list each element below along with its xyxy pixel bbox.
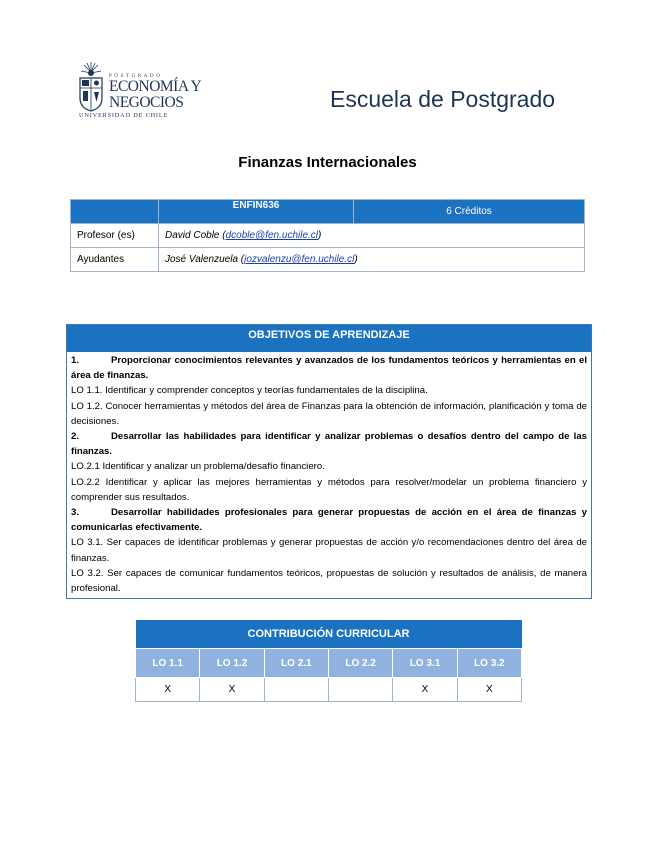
profesor-close: ) xyxy=(318,230,322,241)
objetivo-number: 1. xyxy=(71,355,80,366)
course-title: Finanzas Internacionales xyxy=(238,154,417,171)
course-header-row xyxy=(71,200,585,224)
course-info-table xyxy=(70,199,585,272)
lo-value xyxy=(328,678,392,702)
lo-header: LO 1.1 xyxy=(136,649,200,678)
lo-item: LO.2.1 Identificar y analizar un problema/desafío financiero. xyxy=(71,461,325,473)
fen-logo xyxy=(76,60,202,122)
profesor-email-link[interactable]: dcoble@fen.uchile.cl xyxy=(225,230,319,241)
contribucion-title: CONTRIBUCIÓN CURRICULAR xyxy=(136,620,522,649)
objetivo-text: Proporcionar conocimientos relevantes y avanzados de los fundamentos teóricos y herramientas en el área de finanzas. xyxy=(71,355,587,382)
profesor-name: David Coble ( xyxy=(165,230,226,241)
contribucion-title-row xyxy=(136,620,522,649)
objetivo-number: 3. xyxy=(71,507,80,519)
lo-value: X xyxy=(393,678,457,702)
profesor-label: Profesor (es) xyxy=(71,224,159,248)
objetivo-text: Desarrollar las habilidades para identificar y analizar problemas o desafíos dentro del campo de las finanzas. xyxy=(71,431,587,458)
lo-header: LO 1.2 xyxy=(200,649,264,678)
logo-negocios: NEGOCIOS xyxy=(109,94,184,111)
ayudante-close: ) xyxy=(354,254,358,265)
logo-economia: ECONOMÍA Y xyxy=(109,78,202,95)
escuela-title: Escuela de Postgrado xyxy=(330,86,556,112)
lo-value xyxy=(264,678,328,702)
objetivos-title: OBJETIVOS DE APRENDIZAJE xyxy=(67,325,591,352)
lo-value: X xyxy=(136,678,200,702)
university-crest-icon xyxy=(76,60,106,120)
ayudantes-row xyxy=(71,248,585,272)
contribucion-table xyxy=(135,620,522,702)
lo-header: LO 2.1 xyxy=(264,649,328,678)
lo-item: LO 3.2. Ser capaces de comunicar fundamentos teóricos, propuestas de solución y resultados de análisis, de manera profesional. xyxy=(71,567,587,595)
objetivo-heading xyxy=(71,429,587,459)
lo-header: LO 3.1 xyxy=(393,649,457,678)
objetivo-heading xyxy=(71,353,587,383)
objetivo-text: Desarrollar habilidades profesionales para generar propuestas de acción en el área de finanzas y comunicarlas efectivamente. xyxy=(71,507,587,534)
ayudantes-label: Ayudantes xyxy=(71,248,159,272)
lo-value: X xyxy=(200,678,264,702)
header-blank-cell xyxy=(71,200,159,224)
lo-header: LO 3.2 xyxy=(457,649,521,678)
objetivos-body xyxy=(67,352,591,598)
lo-value: X xyxy=(457,678,521,702)
course-code: ENFIN636 xyxy=(159,200,354,224)
lo-item: LO 1.1. Identificar y comprender conceptos y teorías fundamentales de la disciplina. xyxy=(71,385,428,397)
lo-item: LO.2.2 Identificar y aplicar las mejores herramientas y métodos para resolver/modelar un problema financiero y comprender sus resultados. xyxy=(71,476,587,503)
ayudante-email-link[interactable]: jozvalenzu@fen.uchile.cl xyxy=(244,254,355,265)
profesor-value xyxy=(159,224,585,248)
contribucion-header-row xyxy=(136,649,522,678)
contribucion-values-row xyxy=(136,678,522,702)
ayudantes-value xyxy=(159,248,585,272)
ayudante-name: José Valenzuela ( xyxy=(165,254,245,265)
lo-header: LO 2.2 xyxy=(328,649,392,678)
course-credits: 6 Créditos xyxy=(354,200,585,224)
objetivos-section xyxy=(66,324,592,599)
profesor-row xyxy=(71,224,585,248)
objetivo-number: 2. xyxy=(71,431,80,443)
logo-universidad: UNIVERSIDAD DE CHILE xyxy=(79,112,169,119)
lo-item: LO 1.2. Conocer herramientas y métodos del área de Finanzas para la obtención de información, planificación y toma de decisiones. xyxy=(71,400,587,427)
objetivo-heading xyxy=(71,505,587,535)
lo-item: LO 3.1. Ser capaces de identificar problemas y generar propuestas de acción y/o recomendaciones dentro del área de finanzas. xyxy=(71,537,587,564)
logo-postgrado: POSTGRADO xyxy=(109,74,163,79)
